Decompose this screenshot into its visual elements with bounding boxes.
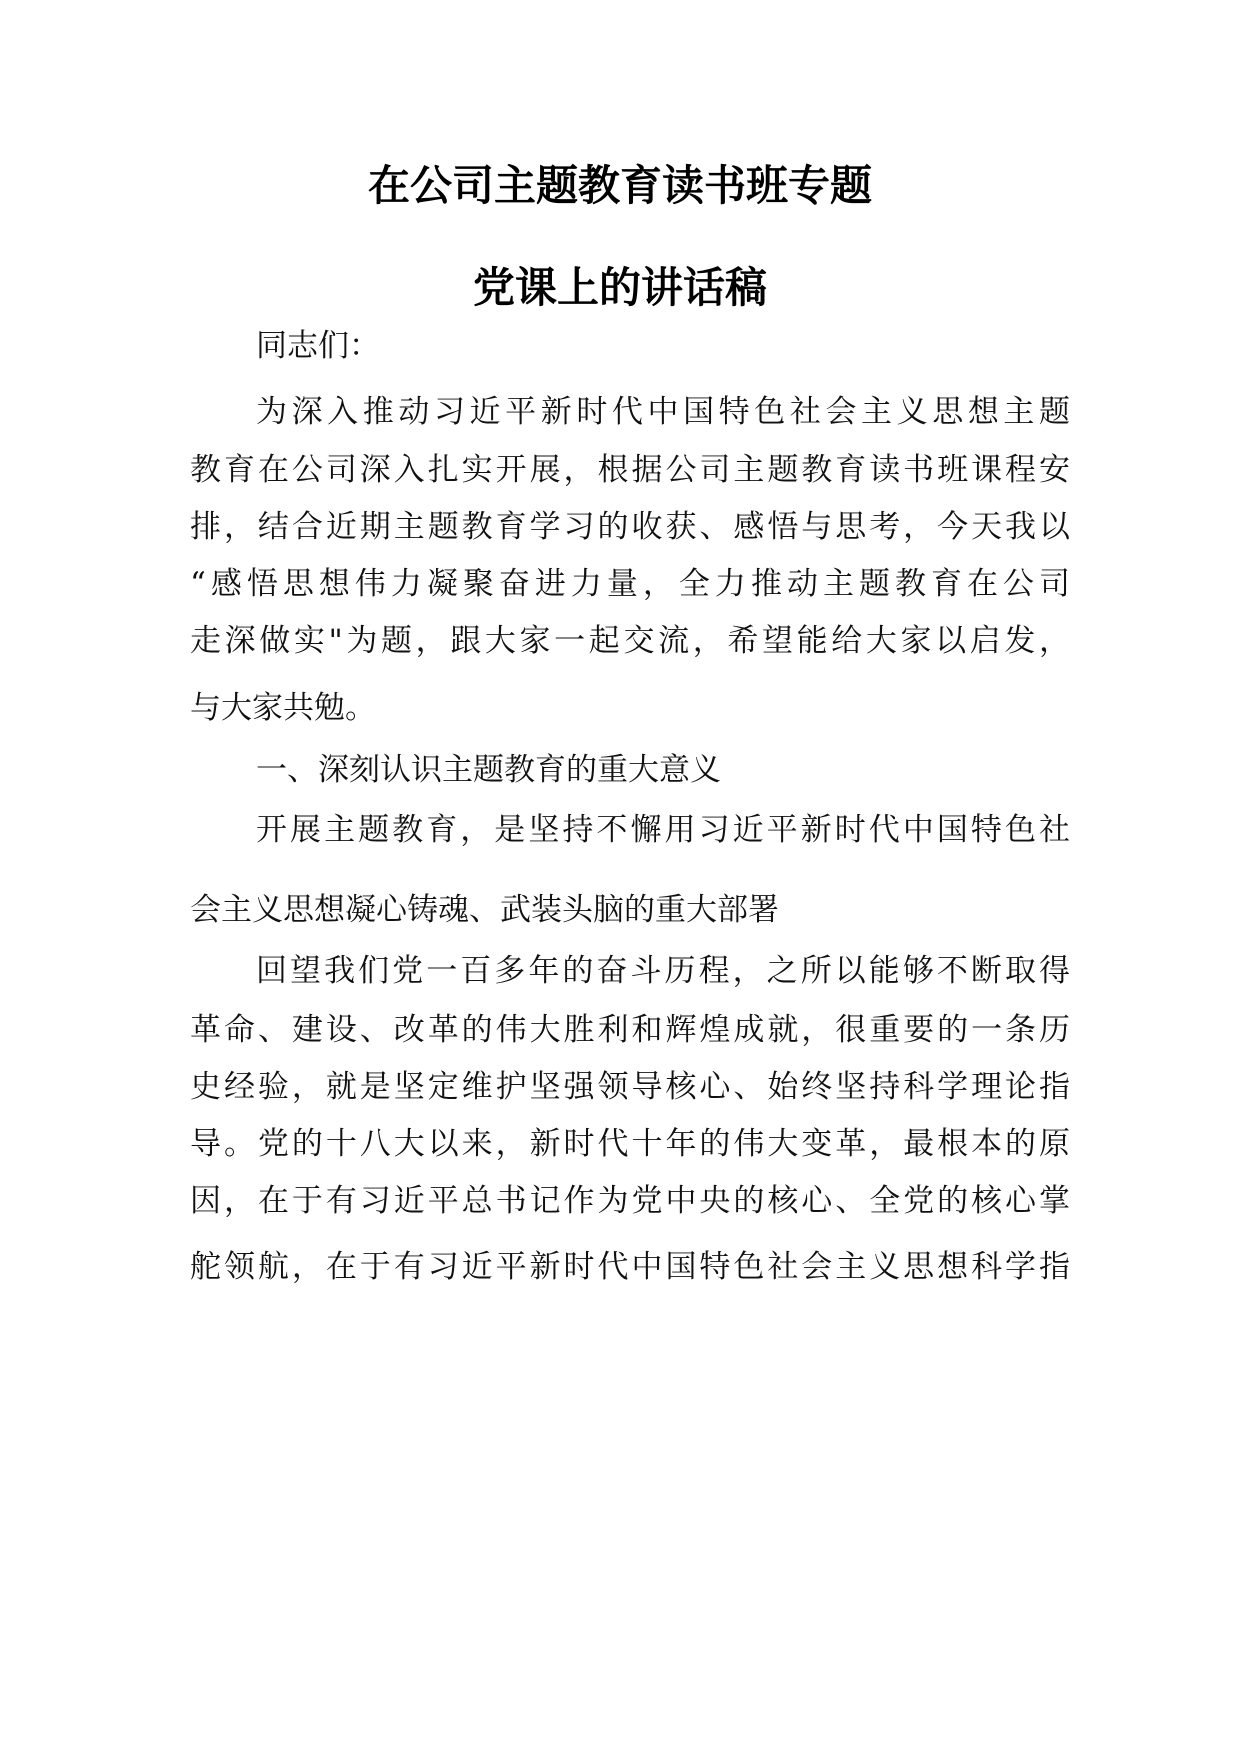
paragraph-line: 因，在于有习近平总书记作为党中央的核心、全党的核心掌: [190, 1183, 1070, 1219]
paragraph-line: 史经验，就是坚定维护坚强领导核心、始终坚持科学理论指: [190, 1069, 1070, 1105]
paragraph-line: 走深做实"为题，跟大家一起交流，希望能给大家以启发，: [190, 623, 1070, 659]
paragraph-line: 舵领航，在于有习近平新时代中国特色社会主义思想科学指: [190, 1249, 1070, 1285]
paragraph-line: 革命、建设、改革的伟大胜利和辉煌成就，很重要的一条历: [190, 1012, 1070, 1048]
paragraph-line: 会主义思想凝心铸魂、武装头脑的重大部署: [190, 892, 779, 928]
paragraph-line: 为深入推动习近平新时代中国特色社会主义思想主题: [256, 394, 1070, 430]
paragraph-line: 与大家共勉。: [190, 690, 376, 726]
paragraph-line: 开展主题教育，是坚持不懈用习近平新时代中国特色社: [256, 812, 1070, 848]
paragraph-line: “感悟思想伟力凝聚奋进力量，全力推动主题教育在公司: [190, 566, 1070, 602]
section-heading: 一、深刻认识主题教育的重大意义: [256, 752, 721, 788]
salutation: 同志们：: [256, 328, 380, 364]
paragraph-line: 教育在公司深入扎实开展，根据公司主题教育读书班课程安: [190, 452, 1070, 488]
document-title-line-1: 在公司主题教育读书班专题: [367, 161, 872, 210]
paragraph-line: 导。党的十八大以来，新时代十年的伟大变革，最根本的原: [190, 1126, 1070, 1162]
document-title-line-2: 党课上的讲话稿: [472, 263, 767, 312]
paragraph-line: 回望我们党一百多年的奋斗历程，之所以能够不断取得: [256, 953, 1070, 989]
paragraph-line: 排，结合近期主题教育学习的收获、感悟与思考，今天我以: [190, 509, 1070, 545]
